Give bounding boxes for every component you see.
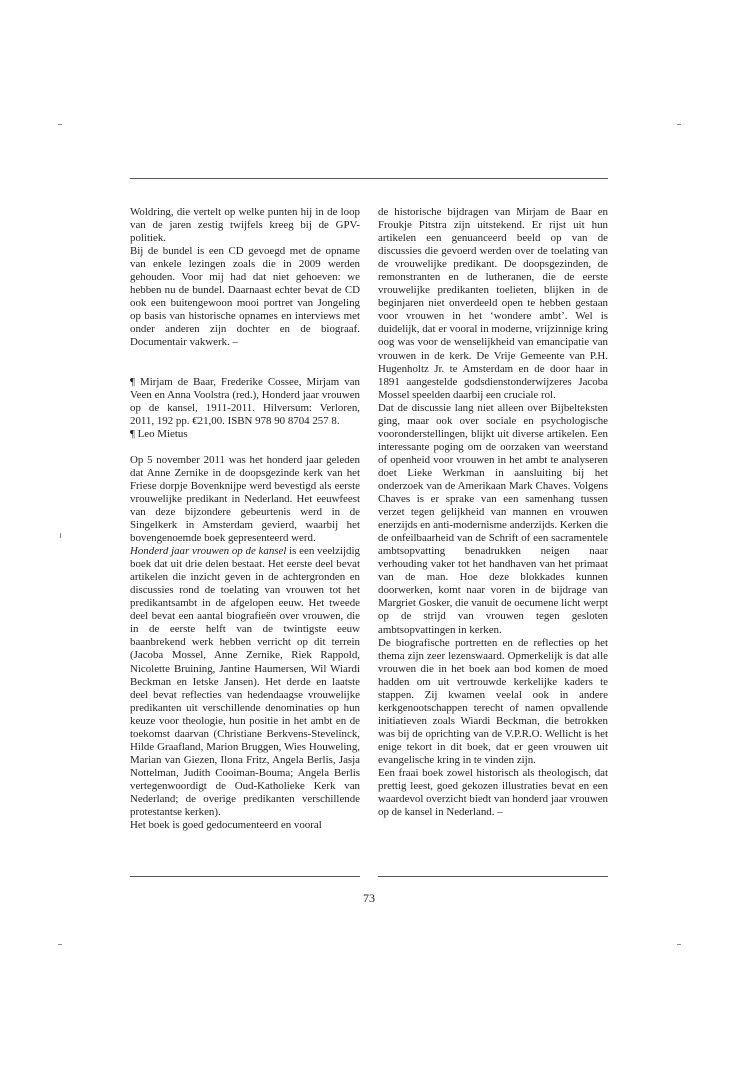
right-column xyxy=(378,206,608,819)
paragraph xyxy=(130,545,360,819)
paragraph: de historische bijdragen van Mirjam de Baar en Froukje Pitstra zijn uitstekend. Er rijst uit hun artikelen een genuanceerd beeld op van de discussies die gevoerd werden over de toelating van de vrouwelijke predikant. De doopsgezinden, de remonstranten en de lutheranen, die de eerste vrouwelijke predikanten toelieten, blijken in de beginjaren niet onverdeeld open te hebben gestaan voor vrouwen in het ‘wondere ambt’. Wel is duidelijk, dat er vooral in moderne, vrijzinnige kring oog was voor de wenselijkheid van emancipatie van vrouwen in de kerk. De Vrije Gemeente van P.H. Hugenholtz Jr. te Amsterdam en de door haar in 1891 aangestelde godsdienstonderwijzeres Jacoba Mossel speelden daarbij een cruciale rol. xyxy=(378,206,608,401)
crop-mark xyxy=(60,533,61,538)
paragraph: Dat de discussie lang niet alleen over Bijbelteksten ging, maar ook over sociale en psychologische vooronderstellingen, blijkt uit diverse artikelen. Een interessante poging om de oorzaken van weerstand of openheid voor vrouwen in het ambt te analyseren doet Lieke Werkman in aansluiting bij het onderzoek van de Amerikaan Mark Chaves. Volgens Chaves is er sprake van een samenhang tussen verzet tegen gelijkheid van mannen en vrouwen enerzijds en anti-modernisme anderzijds. Kerken die de onfeilbaarheid van de Schrift of een sacramentele ambtsopvatting benadrukken neigen naar verhouding vaker tot het handhaven van het primaat van de man. Hoe deze blokkades kunnen doorwerken, komt naar voren in de bijdrage van Margriet Gosker, die vanuit de oecumene licht werpt op de strijd van vrouwen tegen gesloten ambtsopvattingen in kerken. xyxy=(378,401,608,636)
paragraph: De biografische portretten en de reflecties op het thema zijn zeer lezenswaard. Opmerkelijk is dat alle vrouwen die in het boek aan bod komen de moed hadden om uit vertrouwde kerkelijke kaders te stappen. Zij kwamen veelal ook in andere kerkgenootschappen terecht of namen opvallende initiatieven zoals Wiardi Beckman, die betrokken was bij de oprichting van de V.P.R.O. Wellicht is het enige tekort in dit boek, dat er geen vrouwen uit evangelische kring in te vinden zijn. xyxy=(378,636,608,766)
paragraph: Woldring, die vertelt op welke punten hij in de loop van de jaren zestig twijfels kreeg bij de GPV-politiek. xyxy=(130,206,360,245)
reviewer-name: ¶ Leo Mietus xyxy=(130,427,188,440)
paragraph-text: is een veelzijdig boek dat uit drie delen bestaat. Het eerste deel bevat artikelen die inzicht geven in de achtergronden en discussies rond de toelating van vrouwen tot het predikantsambt in de afgelopen eeuw. Het tweede deel bevat een aantal biografieën over vrouwen, die in de eerste helft van de twintigste eeuw baanbrekend werk hebben verricht op dit terrein (Jacoba Mossel, Anne Zernike, Riek Rappold, Nicolette Bruining, Jantine Haumersen, Wil Wiardi Beckman en Ietske Jansen). Het derde en laatste deel bevat reflecties van hedendaagse vrouwelijke predikanten uit verschillende denominaties op hun keuze voor theologie, hun positie in het ambt en de toekomst daarvan (Christiane Berkvens-Stevelinck, Hilde Graafland, Marion Bruggen, Wies Houweling, Marian van Giezen, Ilona Fritz, Angela Berlis, Jasja Nottelman, Judith Cooiman-Bouma; Angela Berlis vertegenwoordigt de Oud-Katholieke Kerk van Nederland; de overige predikanten verschillende protestantse kerken). xyxy=(130,545,360,819)
header-rule xyxy=(130,178,608,179)
crop-mark xyxy=(58,124,62,125)
footer-rule-right xyxy=(378,876,608,877)
paragraph: Bij de bundel is een CD gevoegd met de opname van enkele lezingen zoals die in 2009 werden gehouden. Voor mij had dat niet gehoeven: we hebben nu de bundel. Daarnaast echter bevat de CD ook een buitengewoon mooi portret van Jongeling op basis van historische opnames en interviews met onder anderen zijn dochter en de biograaf. Documentair vakwerk. – xyxy=(130,245,360,349)
book-title: Honderd jaar vrouwen op de kansel xyxy=(130,545,287,558)
paragraph: Een fraai boek zowel historisch als theologisch, dat prettig leest, goed gekozen illustraties bevat en een waardevol overzicht biedt van honderd jaar vrouwen op de kansel in Nederland. – xyxy=(378,767,608,819)
crop-mark xyxy=(58,944,62,945)
left-column xyxy=(130,206,360,832)
paragraph: Op 5 november 2011 was het honderd jaar geleden dat Anne Zernike in de doopsgezinde kerk van het Friese dorpje Bovenknijpe werd bevestigd als eerste vrouwelijke predikant in Nederland. Het eeuwfeest van deze bijzondere gebeurtenis werd in de Singelkerk in Amsterdam gevierd, waarbij het bovengenoemde boek gepresenteerd werd. xyxy=(130,453,360,545)
bibliographic-entry: ¶ Mirjam de Baar, Frederike Cossee, Mirjam van Veen en Anna Voolstra (red.), Honderd jaar vrouwen op de kansel, 1911-2011. Hilversum: Verloren, 2011, 192 pp. €21,00. ISBN 978 90 8704 257 8. xyxy=(130,375,360,427)
paragraph: Het boek is goed gedocumenteerd en vooral xyxy=(130,819,322,832)
page-number: 73 xyxy=(363,891,375,905)
footer-rule-left xyxy=(130,876,360,877)
crop-mark xyxy=(677,944,681,945)
crop-mark xyxy=(677,124,681,125)
